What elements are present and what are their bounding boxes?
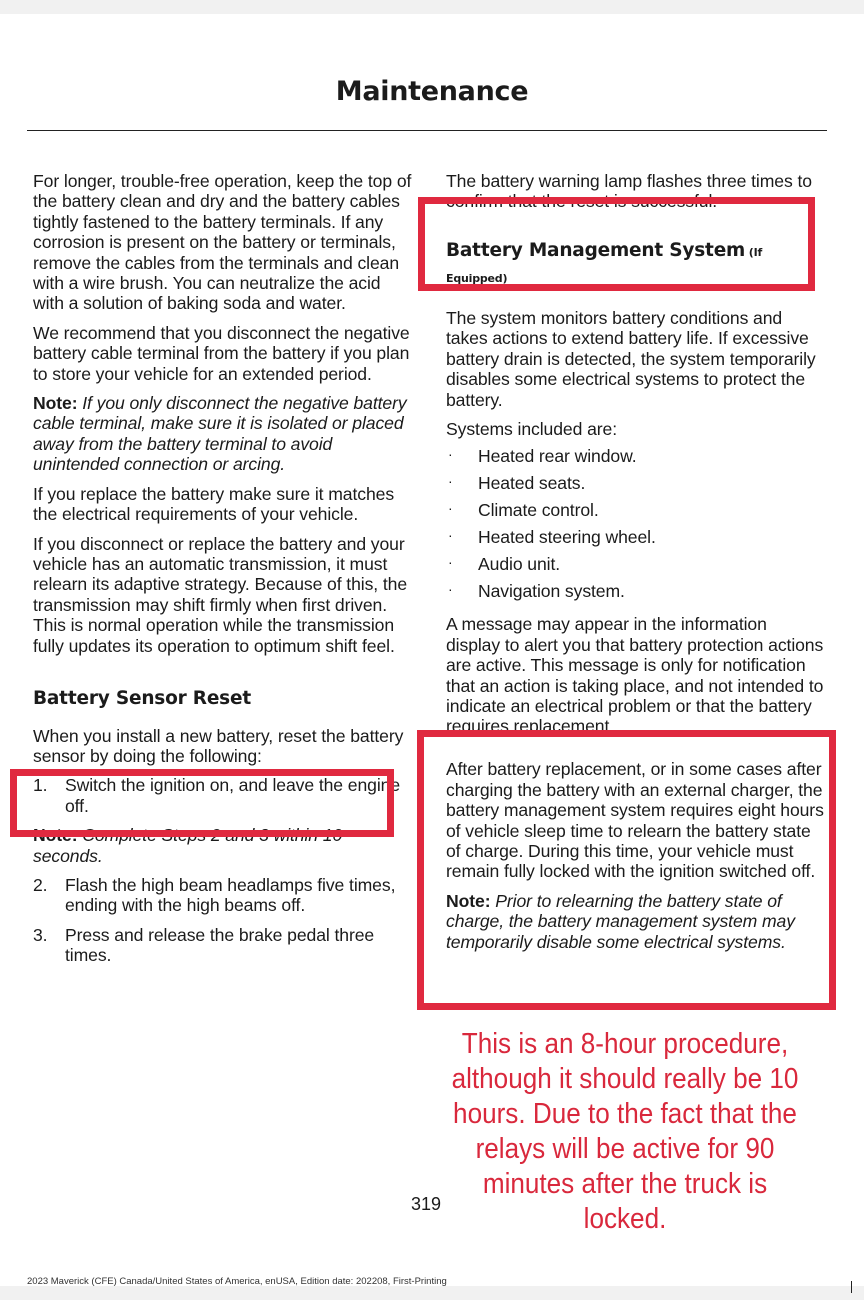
list-item-text: Heated steering wheel. [478, 527, 656, 548]
bullet-icon: · [448, 527, 453, 544]
title-divider [27, 130, 827, 131]
left-column [33, 171, 413, 975]
step-number: 3. [33, 924, 48, 945]
page-number: 319 [410, 1194, 442, 1214]
paragraph-corrosion: For longer, trouble-free operation, keep the top of the battery clean and dry and the battery cables tightly fastened to the battery terminals. If any corrosion is present on the battery or terminals, remove the cables from the terminals and clean with a wire brush. You can neutralize the acid with a solution of baking soda and water. [33, 171, 412, 314]
list-item [446, 554, 824, 581]
note-text: If you only disconnect the negative battery cable terminal, make sure it is isolated or placed away from the battery terminal to avoid unintended connection or arcing. [33, 393, 407, 475]
paragraph-replace: If you replace the battery make sure it matches the electrical requirements of your vehicle. [33, 483, 395, 525]
note-label: Note: [446, 890, 491, 911]
manual-page [0, 14, 864, 1286]
step-text: Switch the ignition on, and leave the engine off. [65, 775, 401, 816]
list-item [446, 473, 824, 500]
step-number: 1. [33, 775, 48, 796]
list-item [446, 500, 824, 527]
heading-battery-sensor-reset: Battery Sensor Reset [33, 687, 251, 709]
list-item-text: Heated rear window. [478, 446, 637, 467]
note-label: Note: [33, 825, 78, 846]
footer-edition: 2023 Maverick (CFE) Canada/United States of America, enUSA, Edition date: 202208, First-Printing [27, 1276, 447, 1287]
bullet-icon: · [448, 473, 453, 490]
step-2 [33, 875, 413, 916]
paragraph-transmission: If you disconnect or replace the battery and your vehicle has an automatic transmission, it must relearn its adaptive strategy. Because of this, the transmission may shift firmly when first driven. This is normal operation while the transmission fully updates its operation to optimum shift feel. [33, 533, 408, 656]
paragraph-storage: We recommend that you disconnect the negative battery cable terminal from the battery if you plan to store your vehicle for an extended period. [33, 322, 410, 384]
note-text: Prior to relearning the battery state of charge, the battery management system may temporarily disable some electrical systems. [446, 890, 795, 952]
edge-mark [851, 1281, 852, 1293]
paragraph-message: A message may appear in the information display to alert you that battery protection actions are active. This message is only for notification that an action is taking place, and not intended to indicate an electrical problem or that the battery requires replacement. [446, 614, 824, 737]
handwritten-annotation: This is an 8-hour procedure, although it should really be 10 hours. Due to the fact that the relays will be active for 90 minutes after the truck is locked. [451, 1028, 799, 1235]
step-text: Flash the high beam headlamps five times, ending with the high beams off. [65, 874, 396, 916]
list-item-text: Climate control. [478, 500, 599, 521]
list-item-text: Navigation system. [478, 581, 625, 602]
paragraph-after-replacement: After battery replacement, or in some cases after charging the battery with an external charger, the battery management system requires eight hours of vehicle sleep time to relearn the battery state of charge. During this time, your vehicle must remain fully locked with the ignition switched off. [446, 759, 824, 882]
list-item-text: Audio unit. [478, 554, 561, 575]
list-item [446, 581, 824, 608]
reset-steps-continued [33, 875, 413, 966]
bullet-icon: · [448, 446, 453, 463]
systems-intro: Systems included are: [446, 419, 617, 440]
paragraph-reset-intro: When you install a new battery, reset the battery sensor by doing the following: [33, 725, 404, 766]
bullet-icon: · [448, 554, 453, 571]
page-title: Maintenance [335, 76, 529, 107]
step-text: Press and release the brake pedal three times. [65, 924, 375, 966]
systems-list [446, 446, 824, 608]
paragraph-warning-lamp: The battery warning lamp flashes three times to confirm that the reset is successful. [446, 171, 812, 212]
heading-suffix: (If Equipped) [446, 246, 763, 285]
list-item [446, 446, 824, 473]
highlight-box-bms-heading [418, 197, 815, 291]
list-item-text: Heated seats. [478, 473, 586, 494]
note-label: Note: [33, 393, 78, 414]
note-text: Complete Steps 2 and 3 within 10 seconds. [33, 825, 343, 866]
highlight-box-after-replacement [417, 730, 836, 1010]
heading-text: Battery Management System [446, 240, 746, 261]
step-3 [33, 925, 413, 966]
note-disconnect [33, 393, 413, 475]
step-number: 2. [33, 874, 48, 895]
list-item [446, 527, 824, 554]
bullet-icon: · [448, 581, 453, 598]
bullet-icon: · [448, 500, 453, 517]
highlight-box-sensor-reset [10, 769, 394, 837]
paragraph-bms: The system monitors battery conditions and takes actions to extend battery life. If excessive battery drain is detected, the system temporarily disables some electrical systems to protect the battery. [446, 308, 816, 410]
